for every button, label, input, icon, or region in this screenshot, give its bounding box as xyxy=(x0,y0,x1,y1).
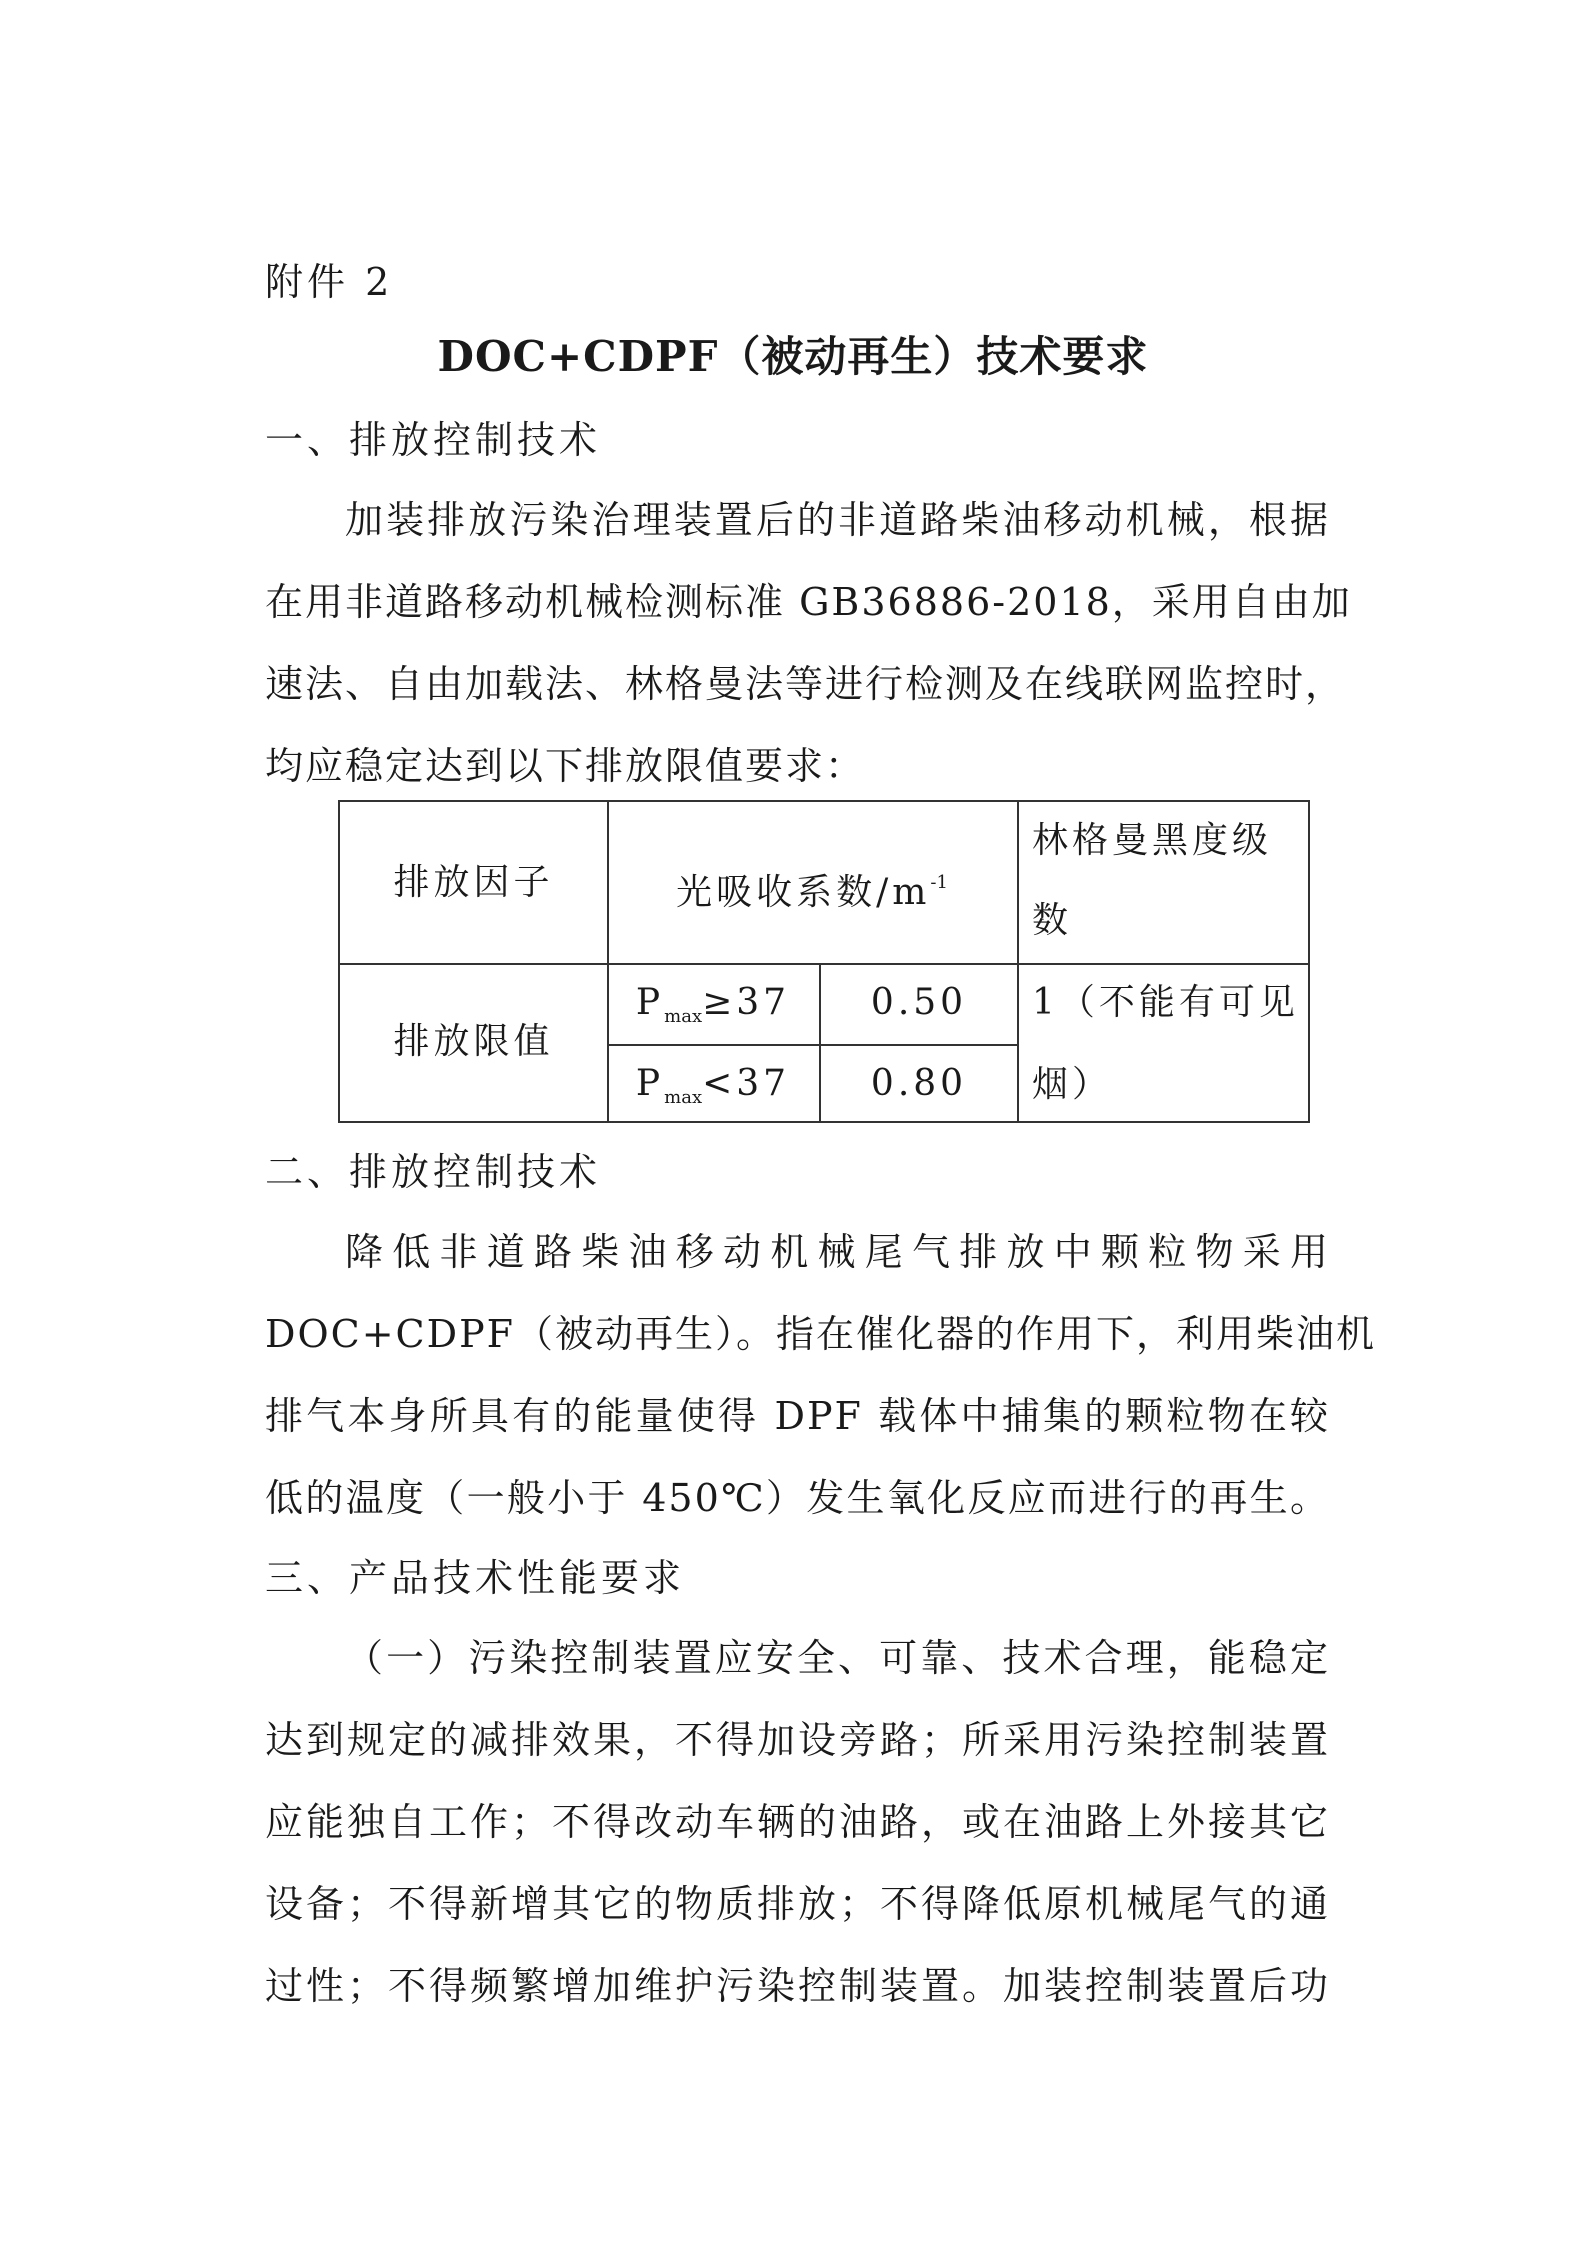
paragraph-line: 设备；不得新增其它的物质排放；不得降低原机械尾气的通 xyxy=(265,1882,1330,1926)
row1-value: 0.50 xyxy=(870,982,968,1023)
paragraph-line: 应能独自工作；不得改动车辆的油路，或在油路上外接其它 xyxy=(265,1800,1330,1844)
document-title: DOC+CDPF（被动再生）技术要求 xyxy=(437,332,1149,381)
paragraph-line: 速法、自由加载法、林格曼法等进行检测及在线联网监控时， xyxy=(265,662,1346,706)
header-light-absorption: 光吸收系数$/m^{-1}$ xyxy=(676,872,948,913)
paragraph-line: 达到规定的减排效果，不得加设旁路；所采用污染控制装置 xyxy=(265,1718,1330,1762)
attachment-label: 附件 2 xyxy=(265,260,394,304)
section3-heading: 三、产品技术性能要求 xyxy=(265,1556,686,1600)
header-emission-factor: 排放因子 xyxy=(393,862,554,903)
paragraph-line: 均应稳定达到以下排放限值要求： xyxy=(265,744,866,788)
row2-value: 0.80 xyxy=(870,1063,968,1104)
paragraph-line: 在用非道路移动机械检测标准 GB36886-2018，采用自由加 xyxy=(265,580,1352,624)
ringelmann-value: 1（不能有可见 烟） xyxy=(1032,982,1299,1105)
row-label-emission-limit: 排放限值 xyxy=(393,1021,554,1062)
row1-condition: $P_{max}\ge 37$ xyxy=(635,982,791,1027)
paragraph-line: 过性；不得频繁增加维护污染控制装置。加装控制装置后功 xyxy=(265,1964,1330,2008)
table-divider xyxy=(340,963,1308,965)
section2-heading: 二、排放控制技术 xyxy=(265,1150,602,1194)
paragraph-line: （一）污染控制装置应安全、可靠、技术合理，能稳定 xyxy=(345,1636,1330,1680)
paragraph-line: 加装排放污染治理装置后的非道路柴油移动机械，根据 xyxy=(345,498,1330,542)
header-ringelmann: 林格曼黑度级 数 xyxy=(1032,820,1273,941)
paragraph-line: DOC+CDPF（被动再生）。指在催化器的作用下，利用柴油机 xyxy=(265,1312,1377,1356)
paragraph-line: 排气本身所具有的能量使得 DPF 载体中捕集的颗粒物在较 xyxy=(265,1394,1330,1438)
emission-limit-table xyxy=(338,800,1310,1123)
paragraph-line: 降低非道路柴油移动机械尾气排放中颗粒物采用 xyxy=(345,1230,1330,1274)
paragraph-line: 低的温度（一般小于 450℃）发生氧化反应而进行的再生。 xyxy=(265,1476,1330,1520)
row2-condition: $P_{max}<37$ xyxy=(635,1063,791,1108)
section1-heading: 一、排放控制技术 xyxy=(265,418,602,462)
table-divider xyxy=(607,1044,1017,1046)
